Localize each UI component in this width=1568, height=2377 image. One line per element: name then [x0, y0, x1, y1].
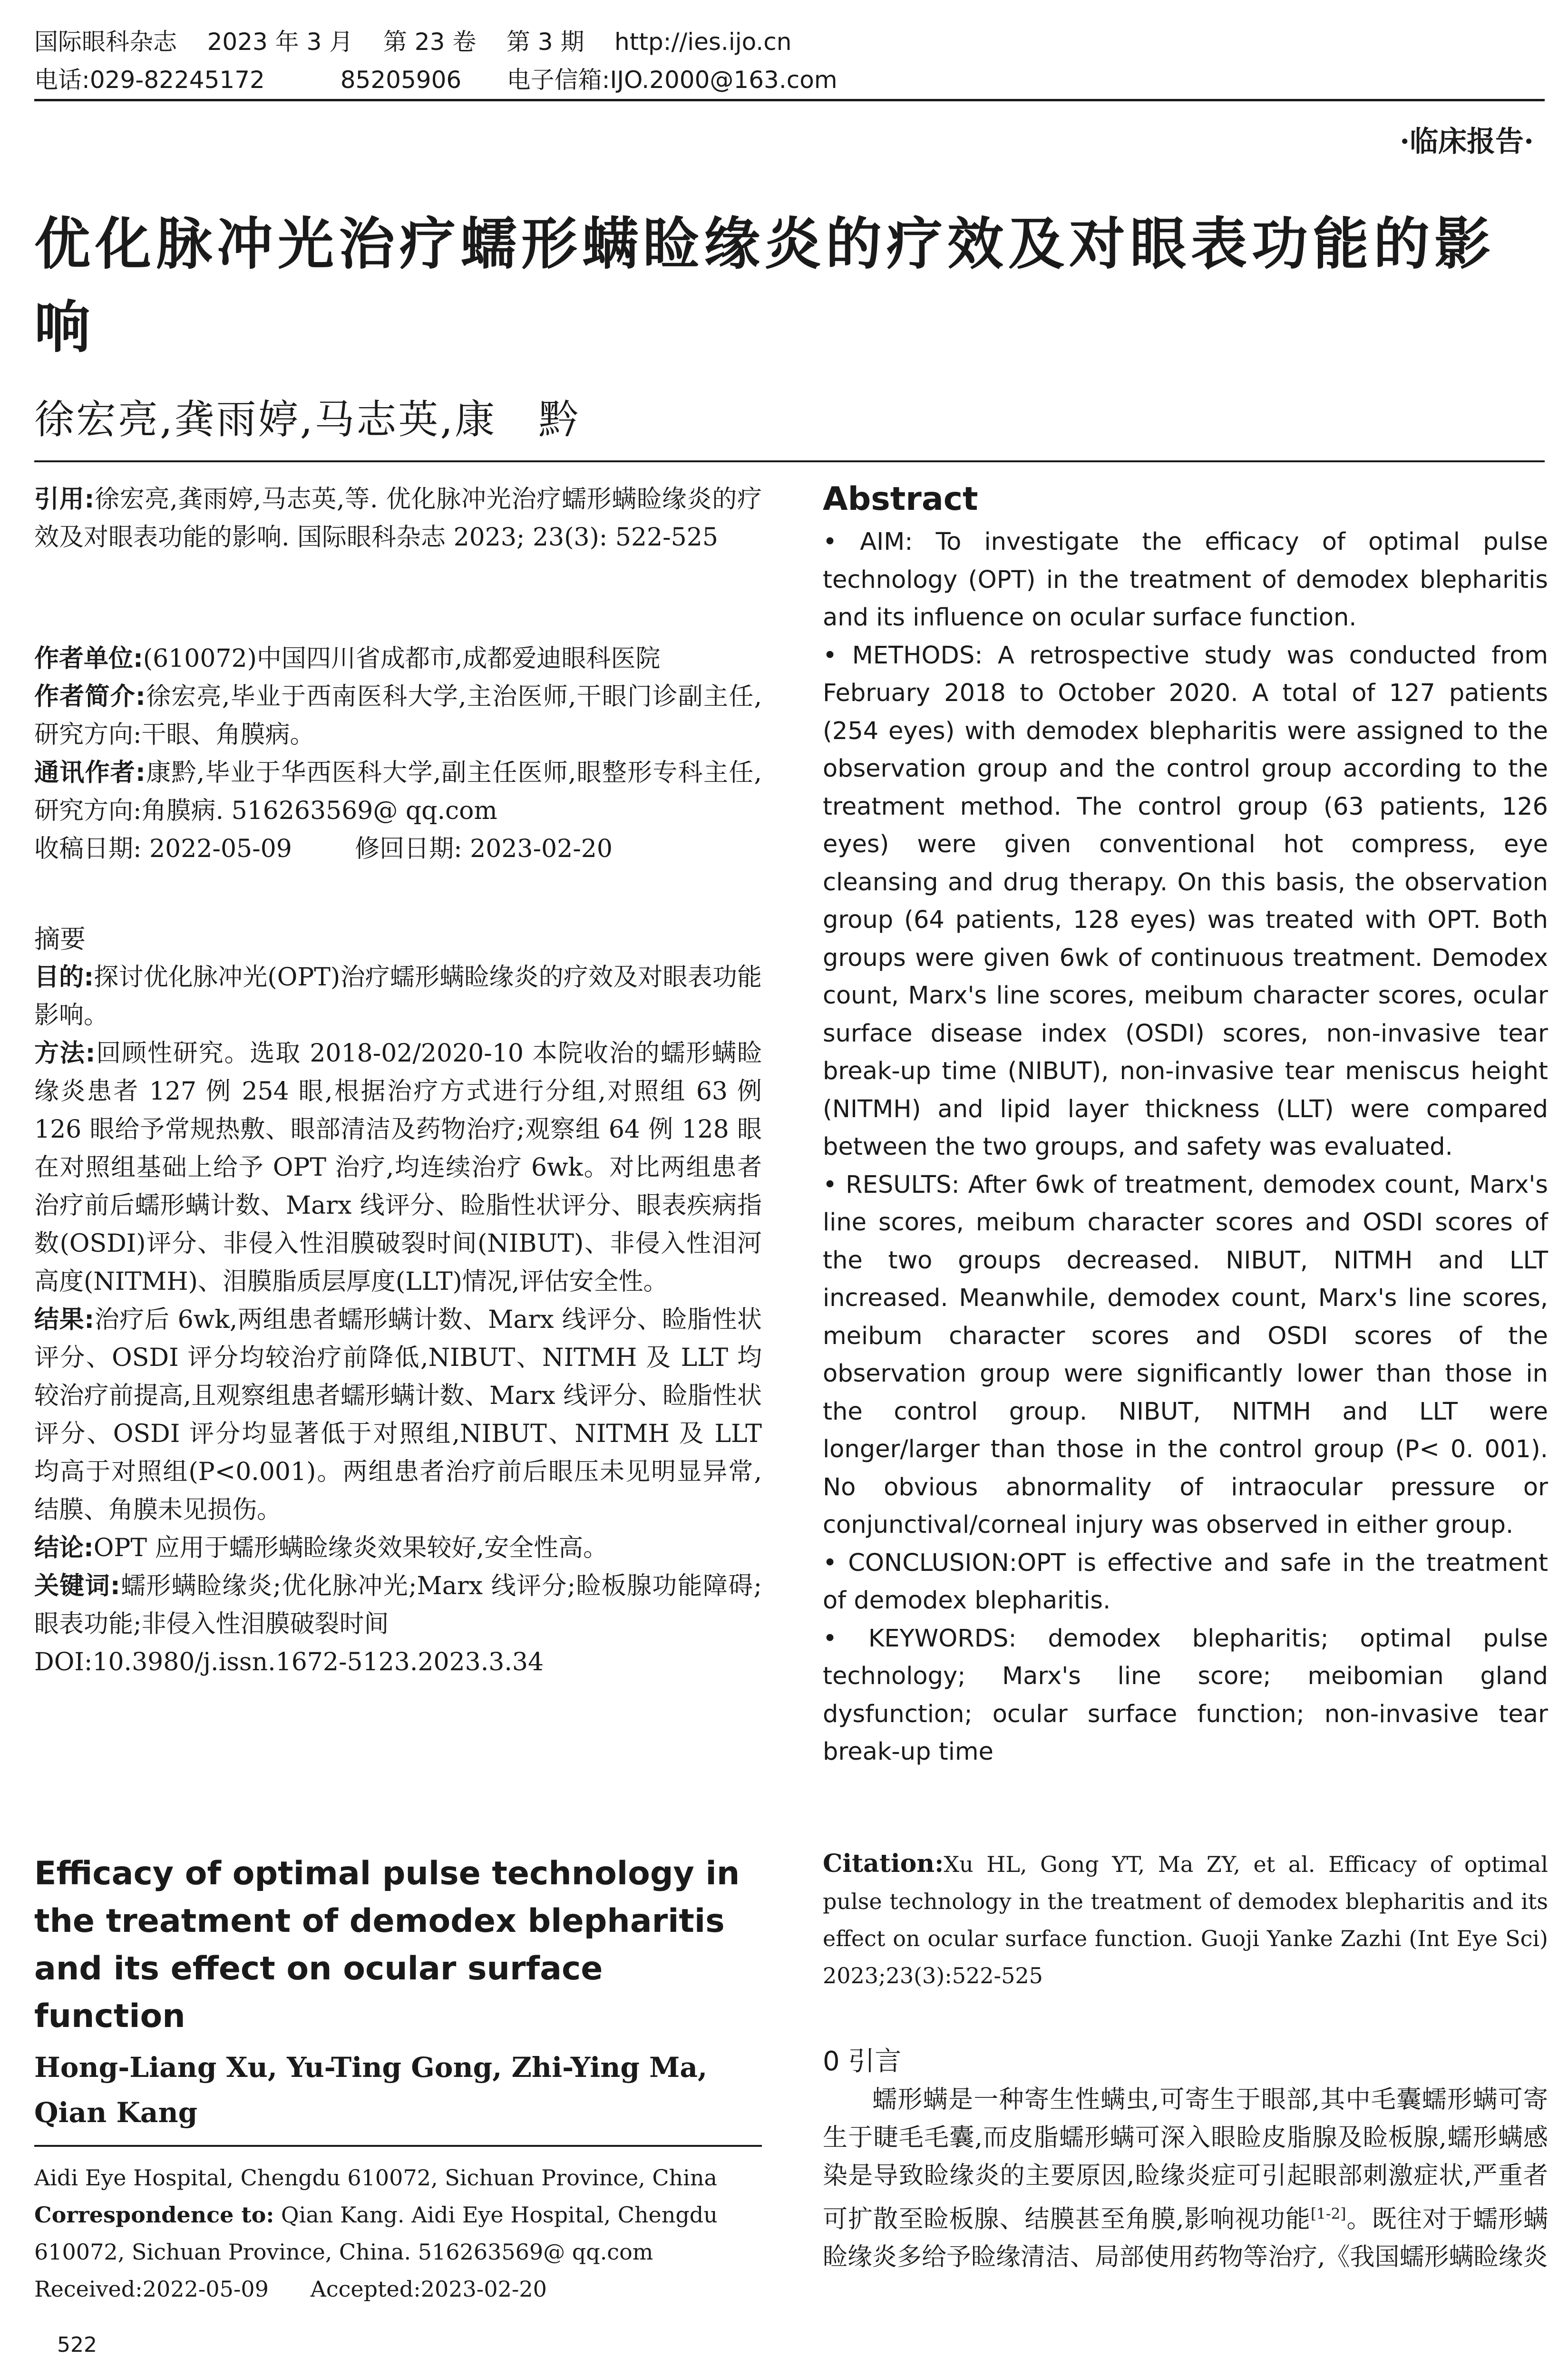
english-authors: Hong-Liang Xu, Yu-Ting Gong, Zhi-Ying Ma, Qian Kang: [34, 2051, 708, 2129]
abstract-cn: [34, 920, 762, 1681]
article-title: 优化脉冲光治疗蠕形螨睑缘炎的疗效及对眼表功能的影响: [34, 211, 1496, 360]
abstract-en-keywords: • KEYWORDS: demodex blepharitis; optimal pulse technology; Marx's line score; meibomian gland dysfunction; ocular surface function; non-invasive tear break-up time: [823, 1624, 1548, 1766]
journal-header-line2: 电话:029-82245172 85205906 电子信箱:IJO.2000@163.com: [34, 66, 838, 94]
citation-en-text: Xu HL, Gong YT, Ma ZY, et al. Efficacy of optimal pulse technology in the treatment of demodex blepharitis and its effect on ocular surface function. Guoji Yanke Zazhi (Int Eye Sci) 2023;23(3):522-525: [823, 1851, 1548, 1988]
aim-text: 探讨优化脉冲光(OPT)治疗蠕形螨睑缘炎的疗效及对眼表功能影响。: [34, 963, 762, 1030]
english-correspondence-text: Qian Kang. Aidi Eye Hospital, Chengdu 610072, Sichuan Province, China. 516263569@ qq.com: [34, 2202, 718, 2265]
abstract-cn-keywords: [34, 1567, 762, 1643]
abstract-en-body: [823, 523, 1548, 1771]
english-authors-rule: [34, 2145, 762, 2147]
abstract-cn-methods: [34, 1034, 762, 1301]
methods-text: 回顾性研究。选取 2018-02/2020-10 本院收治的蠕形螨睑缘炎患者 127 例 254 眼,根据治疗方式进行分组,对照组 63 例 126 眼给予常规热敷、眼部清洁及药物治疗;观察组 64 例 128 眼在对照组基础上给予 OPT 治疗,均连续治疗 6wk。对比两组患者治疗前后蠕形螨计数、Marx 线评分、睑脂性状评分、眼表疾病指数(OSDI)评分、非侵入性泪膜破裂时间(NIBUT)、非侵入性泪河高度(NITMH)、泪膜脂质层厚度(LLT)情况,评估安全性。: [34, 1039, 762, 1296]
journal-header-line1: 国际眼科杂志 2023 年 3 月 第 23 卷 第 3 期 http://ies.ijo.cn: [34, 28, 792, 56]
abstract-cn-results: [34, 1301, 762, 1529]
abstract-en-results: • RESULTS: After 6wk of treatment, demodex count, Marx's line scores, meibum character scores and OSDI scores of the two groups decreased. NIBUT, NITMH and LLT increased. Meanwhile, demodex count, Marx's line scores, meibum character scores and OSDI scores of the observation group were significantly lower than those in the control group. NIBUT, NITMH and LLT were longer/larger than those in the control group (P< 0. 001). No obvious abnormality of intraocular pressure or conjunctival/corneal injury was observed in either group.: [823, 1170, 1548, 1539]
results-label: 结果:: [34, 1305, 95, 1334]
intro-reference: [1-2]: [1310, 2205, 1346, 2222]
section-tag: ·临床报告·: [1400, 125, 1534, 158]
corresponding-author-text: 康黔,毕业于华西医科大学,副主任医师,眼整形专科主任,研究方向:角膜病. 516263569@ qq.com: [34, 759, 762, 825]
page-number: 522: [57, 2333, 97, 2357]
author-bio-label: 作者简介:: [34, 682, 146, 711]
conclusion-label: 结论:: [34, 1534, 94, 1562]
conclusion-text: OPT 应用于蠕形螨睑缘炎效果较好,安全性高。: [93, 1534, 608, 1562]
header-rule: [34, 99, 1545, 101]
intro-text: 蠕形螨是一种寄生性螨虫,可寄生于眼部,其中毛囊蠕形螨可寄生于睫毛毛囊,而皮脂蠕形螨可深入眼睑皮脂腺及睑板腺,蠕形螨感染是导致睑缘炎的主要原因,睑缘炎症可引起眼部刺激症状,严重者可扩散至睑板腺、结膜甚至角膜,影响视功能: [823, 2085, 1548, 2234]
article-authors: 徐宏亮,龚雨婷,马志英,康 黔: [34, 396, 581, 443]
author-unit-text: (610072)中国四川省成都市,成都爱迪眼科医院: [143, 644, 661, 673]
author-unit-label: 作者单位:: [34, 644, 143, 673]
affiliation-block: [34, 640, 762, 868]
keywords-label: 关键词:: [34, 1572, 120, 1600]
aim-label: 目的:: [34, 963, 94, 992]
abstract-en-methods: • METHODS: A retrospective study was conducted from February 2018 to October 2020. A total of 127 patients (254 eyes) with demodex blepharitis were assigned to the observation group and the control group according to the treatment method. The control group (63 patients, 126 eyes) were given conventional hot compress, eye cleansing and drug therapy. On this basis, the observation group (64 patients, 128 eyes) was treated with OPT. Both groups were given 6wk of continuous treatment. Demodex count, Marx's line scores, meibum character scores, ocular surface disease index (OSDI) scores, non-invasive tear break-up time (NIBUT), non-invasive tear meniscus height (NITMH) and lipid layer thickness (LLT) were compared between the two groups, and safety was evaluated.: [823, 641, 1548, 1161]
authors-rule: [34, 460, 1545, 462]
methods-label: 方法:: [34, 1039, 96, 1068]
author-bio: [34, 678, 762, 754]
english-correspondence: [34, 2196, 762, 2270]
citation-cn-text: 徐宏亮,龚雨婷,马志英,等. 优化脉冲光治疗蠕形螨睑缘炎的疗效及对眼表功能的影响. 国际眼科杂志 2023; 23(3): 522-525: [34, 485, 762, 552]
english-dates: Received:2022-05-09 Accepted:2023-02-20: [34, 2276, 547, 2302]
doi: DOI:10.3980/j.issn.1672-5123.2023.3.34: [34, 1648, 544, 1676]
corresponding-author-label: 通讯作者:: [34, 759, 146, 787]
citation-en: [823, 1845, 1548, 1994]
results-text: 治疗后 6wk,两组患者蠕形螨计数、Marx 线评分、睑脂性状评分、OSDI 评分均较治疗前降低,NIBUT、NITMH 及 LLT 均较治疗前提高,且观察组患者蠕形螨计数、Marx 线评分、睑脂性状评分、OSDI 评分均显著低于对照组,NIBUT、NITMH 及 LLT 均高于对照组(P<0.001)。两组患者治疗前后眼压未见明显异常,结膜、角膜未见损伤。: [34, 1305, 762, 1524]
intro-paragraph: [823, 2081, 1548, 2276]
abstract-cn-conclusion: [34, 1529, 762, 1567]
abstract-en-conclusion: • CONCLUSION:OPT is effective and safe in the treatment of demodex blepharitis.: [823, 1549, 1548, 1615]
english-correspondence-label: Correspondence to:: [34, 2202, 274, 2228]
intro-text-cont: 。既往对于蠕形螨睑缘炎多给予睑缘清洁、局部使用药物等治疗,《我国蠕形螨睑缘炎: [823, 2205, 1548, 2272]
abstract-cn-heading: 摘要: [34, 924, 86, 954]
english-title: Efficacy of optimal pulse technology in the treatment of demodex blepharitis and its effect on ocular surface function: [34, 1855, 740, 2035]
author-bio-text: 徐宏亮,毕业于西南医科大学,主治医师,干眼门诊副主任,研究方向:干眼、角膜病。: [34, 682, 762, 749]
author-unit: [34, 640, 762, 678]
citation-cn-label: 引用:: [34, 485, 95, 514]
english-affiliation-block: [34, 2159, 762, 2308]
keywords-text: 蠕形螨睑缘炎;优化脉冲光;Marx 线评分;睑板腺功能障碍;眼表功能;非侵入性泪膜破裂时间: [34, 1572, 762, 1638]
abstract-en-aim: • AIM: To investigate the efficacy of optimal pulse technology (OPT) in the treatment of demodex blepharitis and its influence on ocular surface function.: [823, 528, 1548, 632]
citation-en-label: Citation:: [823, 1849, 944, 1878]
citation-cn: [34, 480, 762, 556]
intro-heading: 0 引言: [823, 2046, 902, 2077]
abstract-en-heading: Abstract: [823, 480, 978, 518]
received-revised-dates: 收稿日期: 2022-05-09 修回日期: 2023-02-20: [34, 835, 613, 863]
corresponding-author: [34, 754, 762, 830]
english-affiliation: Aidi Eye Hospital, Chengdu 610072, Sichuan Province, China: [34, 2165, 717, 2191]
abstract-cn-aim: [34, 958, 762, 1034]
